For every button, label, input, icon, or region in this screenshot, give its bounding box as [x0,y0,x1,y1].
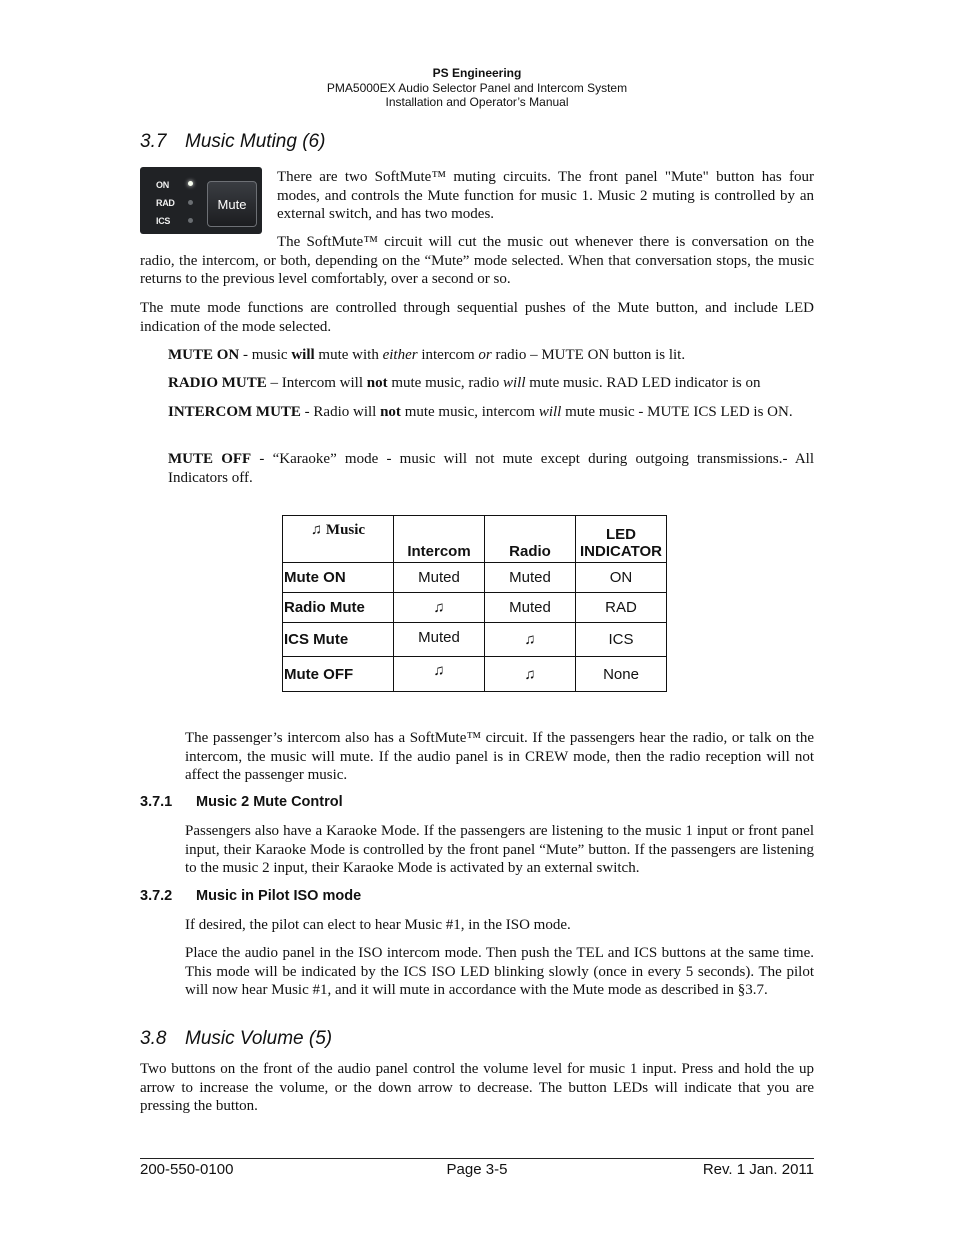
table-header-music: ♫ Music [283,516,394,563]
paragraph-softmute-circuit-text: The SoftMute™ circuit will cut the music out whenever there is conversation on the radio, the intercom, or both, depending on the “Mute” mode selected. When that conversation stops, the music returns to the previous level comfortably, over a second or so. [140,234,814,287]
table-cell-intercom: ♫ [394,593,485,623]
mode-intercom-mute: INTERCOM MUTE - Radio will not mute music, intercom will mute music - MUTE ICS LED is ON. [168,404,793,420]
paragraph-pilot-iso-intro: If desired, the pilot can elect to hear Music #1, in the ISO mode. [185,917,571,933]
mute-button-image: Mute [207,181,257,227]
paragraph-karaoke-mode: Passengers also have a Karaoke Mode. If the passengers are listening to the music 1 input or front panel input, their Karaoke Mode is controlled by the front panel “Mute” button. If the passengers are listening to the music 2 input, their Karaoke Mode is activated by an external switch. [185,823,814,876]
led-on-indicator-icon [188,181,193,186]
header-company: PS Engineering [432,66,522,80]
footer-divider [140,1158,814,1159]
paragraph-music-volume: Two buttons on the front of the audio panel control the volume level for music 1 input. Press and hold the up arrow to increase the volume, or the down arrow to decrease. The button LEDs will indicate that you are pressing the button. [140,1061,814,1114]
table-cell-mode: Mute ON [283,563,394,593]
table-cell-radio: Muted [485,593,576,623]
led-ics-indicator-icon [188,218,193,223]
paragraph-softmute-circuit [140,233,814,289]
table-cell-intercom: ♫ [394,657,485,692]
table-header-led-indicator: LED INDICATOR [576,516,667,563]
table-header-row [283,516,667,563]
table-cell-mode: Radio Mute [283,593,394,623]
table-cell-mode: Mute OFF [283,657,394,692]
section-heading-music-muting: 3.7 Music Muting (6) [140,131,326,152]
table-header-intercom: Intercom [394,516,485,563]
table-cell-radio: ♫ [485,623,576,657]
table-row [283,563,667,593]
footer-revision: Rev. 1 Jan. 2011 [702,1161,814,1178]
paragraph-softmute-intro: There are two SoftMute™ muting circuits. The front panel "Mute" button has four modes, and controls the Mute function for music 1. Music 2 muting is controlled by an external switch, and has two modes. [277,169,814,222]
paragraph-mute-mode-functions: The mute mode functions are controlled through sequential pushes of the Mute button, and include LED indication of the mode selected. [140,300,814,335]
header-product: PMA5000EX Audio Selector Panel and Intercom System [326,81,628,95]
table-cell-radio: Muted [485,563,576,593]
table-cell-led: RAD [576,593,667,623]
subsection-heading-music-2-mute: 3.7.1 Music 2 Mute Control [140,794,343,810]
table-cell-led: None [576,657,667,692]
photo-label-on: ON [156,180,169,190]
table-cell-led: ICS [576,623,667,657]
header-manual: Installation and Operator’s Manual [385,95,569,109]
mode-mute-on: MUTE ON - music will mute with either intercom or radio – MUTE ON button is lit. [168,347,686,363]
table-cell-radio: ♫ [485,657,576,692]
paragraph-pilot-iso-steps: Place the audio panel in the ISO intercom mode. Then push the TEL and ICS buttons at the same time. This mode will be indicated by the ICS ISO LED blinking slowly (once in every 5 seconds). The pilot will now hear Music #1, and it will mute in accordance with the Mute mode as described in §3.7. [185,945,814,998]
mute-panel-photo [140,167,262,234]
table-row [283,593,667,623]
table-header-radio: Radio [485,516,576,563]
section-heading-music-volume: 3.8 Music Volume (5) [140,1028,333,1049]
mode-mute-off: MUTE OFF - “Karaoke” mode - music will not mute except during outgoing transmissions.- All Indicators off. [168,451,814,486]
table-cell-intercom: Muted [394,563,485,593]
table-cell-mode: ICS Mute [283,623,394,657]
photo-label-rad: RAD [156,198,175,208]
footer-document-number: 200-550-0100 [140,1161,234,1178]
table-cell-led: ON [576,563,667,593]
table-row [283,657,667,692]
table-row [283,623,667,657]
led-rad-indicator-icon [188,200,193,205]
mode-radio-mute: RADIO MUTE – Intercom will not mute music, radio will mute music. RAD LED indicator is on [168,375,761,391]
paragraph-passenger-softmute: The passenger’s intercom also has a SoftMute™ circuit. If the passengers hear the radio, or talk on the intercom, the music will mute. If the audio panel is in CREW mode, then the radio reception will not affect the passenger music. [185,730,814,783]
subsection-heading-pilot-iso: 3.7.2 Music in Pilot ISO mode [140,888,362,904]
footer-page-number: Page 3-5 [446,1161,508,1178]
mute-mode-table [282,515,667,692]
table-cell-intercom: Muted [394,623,485,657]
photo-label-ics: ICS [156,216,171,226]
